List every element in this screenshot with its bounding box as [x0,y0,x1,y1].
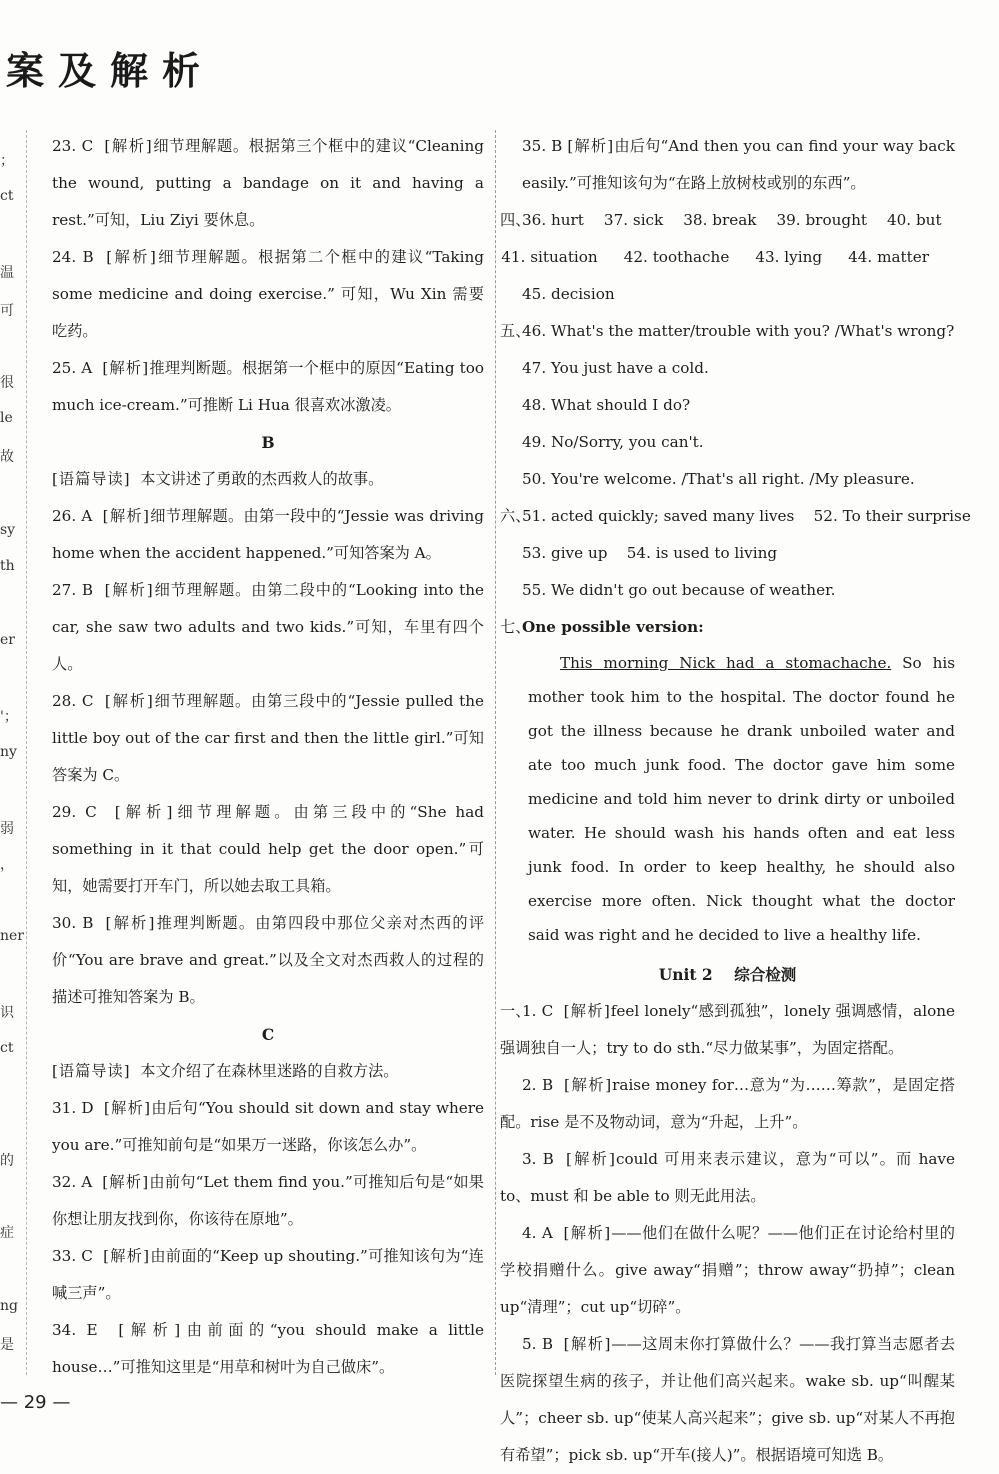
edge-fragment: th [0,558,15,574]
analysis-tag: [解析] [102,359,150,377]
edge-fragment: 很 [0,375,14,391]
answer-item: 35. B [解析]由后句“And then you can find your way back easily.”可推知该句为“在路上放树枝或别的东西”。 [522,137,955,192]
analysis-tag: [解析] [103,1247,151,1265]
edge-fragment: 温 [0,265,14,281]
section-label [500,276,522,313]
fill-answer: 38. break [683,211,757,229]
essay-text: This morning Nick had a stomachache. So his mother took him to the hospital. The doctor found he got the illness because he drank unboiled water and ate too much junk food. The doctor gave him some medicine and told him never to drink dirty or unboiled water. He should wash his hands often and eat less junk food. In order to keep healthy, he should also exercise more often. Nick thought what the doctor said was right and he decided to live a healthy life. [528,654,956,944]
answer-item: 25. A [解析]推理判断题。根据第一个框中的原因“Eating too much ice-cream.”可推断 Li Hua 很喜欢冰激凌。 [52,359,484,414]
fill-row [500,239,955,276]
analysis-tag: [解析] [102,1173,150,1191]
answer-item: 23. C [解析]细节理解题。根据第三个框中的建议“Cleaning the wound, putting a bandage on it and having a rest.”可知，Liu Ziyi 要休息。 [52,137,485,229]
analysis-tag: [解析] [105,914,156,932]
answer-item: 4. A [解析]——他们在做什么呢？——他们正在讨论给村里的学校捐赠什么。give away“捐赠”；throw away“扔掉”；clean up“清理”；cut up“切碎”。 [500,1224,955,1316]
section-label: 一、 [500,1002,531,1020]
fill-answer: 39. brought [776,211,867,229]
edge-fragment: 故 [0,449,14,465]
answer-number: 31. D [52,1099,94,1117]
edge-fragment: 的 [0,1153,14,1169]
section-one [500,993,955,1474]
analysis-tag: [解析] [563,1335,612,1353]
edge-fragment: '； [0,709,18,725]
answer-number: 32. A [52,1173,93,1191]
edge-fragment: ； [0,153,14,169]
passage-heading: C [261,1025,275,1044]
answer-item: 28. C [解析]细节理解题。由第三段中的“Jessie pulled the little boy out of the car first and then the little girl.”可知答案为 C。 [52,692,484,784]
fill-answer: 42. toothache [623,248,730,266]
edge-fragment: ct [0,1040,14,1056]
analysis-tag: [解析] [567,137,615,155]
edge-fragment: 识 [0,1005,14,1021]
answer-number: 4. A [522,1224,553,1242]
analysis-tag: [解析] [106,248,157,266]
analysis-tag: [解析] [564,1076,613,1094]
fill-row [500,202,955,239]
edge-fragment: er [0,632,15,648]
answer-number: 5. B [522,1335,553,1353]
reading-guide: [语篇导读] 本文讲述了勇敢的杰西救人的故事。 [52,470,384,488]
guide-tag: [语篇导读] [52,470,131,488]
analysis-tag: [解析] [563,1002,611,1020]
answer-number: 33. C [52,1247,93,1265]
edge-fragment: sy [0,522,16,538]
answer-item: 29. C [解析]细节理解题。由第三段中的“She had something in it that could help get the door open.”可知，她需要打开车门，所以她去取工具箱。 [52,803,484,895]
left-edge-fragments [0,130,24,1400]
column-divider [495,130,496,1375]
middle-column [52,128,484,1386]
edge-fragment: ner [0,928,24,944]
fill-answer: 44. matter [848,248,929,266]
essay-first-sentence: This morning Nick had a stomachache. [560,654,892,672]
essay-heading: One possible version: [522,618,704,636]
answer-line: 50. You're welcome. /That's all right. /My pleasure. [522,470,915,488]
fill-answer: 43. lying [755,248,823,266]
answer-number: 29. C [52,803,97,821]
section-four [500,202,955,313]
page-number: — 29 — [0,1392,71,1413]
reading-guide: [语篇导读] 本文介绍了在森林里迷路的自救方法。 [52,1062,399,1080]
answer-number: 23. C [52,137,94,155]
answer-number: 3. B [522,1150,554,1168]
guide-tag: [语篇导读] [52,1062,131,1080]
answer-number: 2. B [522,1076,554,1094]
analysis-tag: [解析] [104,581,154,599]
fill-answer: 41. situation [501,248,598,266]
answer-line: 47. You just have a cold. [522,359,709,377]
left-column-divider [26,130,27,1375]
answer-item: 31. D [解析]由后句“You should sit down and stay where you are.”可推知前句是“如果万一迷路，你该怎么办”。 [52,1099,484,1154]
analysis-tag: [解析] [103,1099,152,1117]
answer-item: 3. B [解析]could 可用来表示建议，意为“可以”。而 have to、must 和 be able to 则无此用法。 [500,1150,956,1205]
fill-row [500,276,955,313]
answer-number: 27. B [52,581,94,599]
answer-item: 一、1. C [解析]feel lonely“感到孤独”，lonely 强调感情，alone 强调独自一人；try to do sth.“尽力做某事”，为固定搭配。 [500,993,955,1067]
edge-fragment: 弱 [0,821,14,837]
section-label: 六、 [500,507,531,525]
answer-line: 五、46. What's the matter/trouble with you? /What's wrong? [500,313,955,350]
answer-number: 25. A [52,359,93,377]
edge-fragment: ny [0,744,17,760]
page-title: 案及解析 [6,49,215,93]
analysis-tag: [解析] [118,1321,182,1339]
analysis-tag: [解析] [104,692,154,710]
unit-heading: Unit 2 综合检测 [658,965,797,984]
fill-answer: 37. sick [603,211,664,229]
answer-item: 32. A [解析]由前句“Let them find you.”可推知后句是“如果你想让朋友找到你，你该待在原地”。 [52,1173,484,1228]
section-label: 四、 [500,211,531,229]
answer-line: 六、51. acted quickly; saved many lives 52. To their surprise [500,498,955,535]
answer-line: 49. No/Sorry, you can't. [522,433,704,451]
answer-item: 5. B [解析]——这周末你打算做什么？——我打算当志愿者去医院探望生病的孩子，并让他们高兴起来。wake sb. up“叫醒某人”；cheer sb. up“使某人高兴起来”；give sb. up“对某人不再抱有希望”；pick sb. up“开车(接人)”。根据语境可知选 B。 [500,1335,955,1464]
answer-item: 34. E [解析]由前面的“you should make a little house…”可推知这里是“用草和树叶为自己做床”。 [52,1321,484,1376]
right-column [500,128,971,1474]
fill-answer: 45. decision [522,285,615,303]
edge-fragment: ， [0,857,14,873]
answer-item: 26. A [解析]细节理解题。由第一段中的“Jessie was driving home when the accident happened.”可知答案为 A。 [52,507,485,562]
answer-item: 33. C [解析]由前面的“Keep up shouting.”可推知该句为“连喊三声”。 [52,1247,484,1302]
answer-item: 24. B [解析]细节理解题。根据第二个框中的建议“Taking some medicine and doing exercise.” 可知，Wu Xin 需要吃药。 [52,248,484,340]
section-label: 五、 [500,322,531,340]
analysis-tag: [解析] [104,137,153,155]
answer-item: 2. B [解析]raise money for…意为“为……筹款”，是固定搭配。rise 是不及物动词，意为“升起，上升”。 [500,1076,955,1131]
analysis-tag: [解析] [114,803,174,821]
answer-number: 24. B [52,248,94,266]
fill-answer: 36. hurt [522,211,584,229]
answer-number: 30. B [52,914,94,932]
edge-fragment: 症 [0,1225,14,1241]
answer-item: 30. B [解析]推理判断题。由第四段中那位父亲对杰西的评价“You are brave and great.”以及全文对杰西救人的过程的描述可推知答案为 B。 [52,914,485,1006]
answer-line: 48. What should I do? [522,396,691,414]
answer-number: 28. C [52,692,94,710]
edge-fragment: le [0,410,13,426]
edge-fragment: 是 [0,1337,14,1353]
answer-number: 34. E [52,1321,98,1339]
analysis-tag: [解析] [102,507,150,525]
answer-line: 55. We didn't go out because of weather. [522,581,836,599]
section-five [500,313,955,498]
answer-item: 27. B [解析]细节理解题。由第二段中的“Looking into the car, she saw two adults and two kids.”可知，车里有四个人。 [52,581,484,673]
edge-fragment: ng [0,1298,18,1314]
answer-line: 53. give up 54. is used to living [522,544,778,562]
passage-heading: B [261,433,275,452]
section-six [500,498,971,609]
answer-number: 26. A [52,507,93,525]
analysis-tag: [解析] [563,1224,612,1242]
edge-fragment: 可 [0,303,14,319]
section-seven: 七、One possible version: This morning Nick had a stomachache. So his mother took him to the hospital. The doctor found he got the illness because he drank unboiled water and ate too much junk food. The doctor gave him some medicine and told him never to drink dirty or unboiled water. He should wash his hands often and eat less junk food. In order to keep healthy, he should also exercise more often. Nick thought what the doctor said was right and he decided to live a healthy life. [500,609,955,952]
edge-fragment: ct [0,188,14,204]
analysis-tag: [解析] [565,1150,616,1168]
fill-answer: 40. but [886,211,942,229]
answer-number: 1. C [522,1002,554,1020]
